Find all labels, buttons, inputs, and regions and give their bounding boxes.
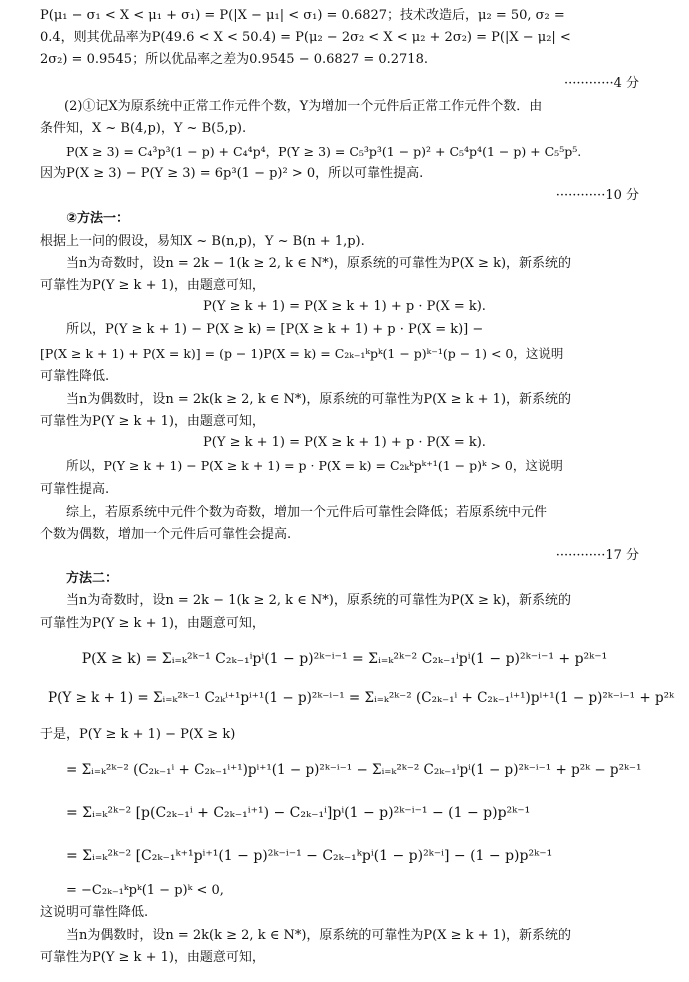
score-marker-4: ············4 分	[564, 76, 639, 91]
method2-title: 方法二：	[66, 571, 119, 586]
part1-line-1: P(μ₁ − σ₁ < X < μ₁ + σ₁) = P(|X − μ₁| < σ₁) = 0.6827；技术改造后，μ₂ = 50, σ₂ =	[40, 8, 565, 23]
method2-equation-1: P(X ≥ k) = Σᵢ₌ₖ²ᵏ⁻¹ C₂ₖ₋₁ⁱpⁱ(1 − p)²ᵏ⁻ⁱ⁻¹ = Σᵢ₌ₖ²ᵏ⁻² C₂ₖ₋₁ⁱpⁱ(1 − p)²ᵏ⁻ⁱ⁻¹ + p²ᵏ⁻¹	[81, 651, 608, 667]
method2-even-b: 可靠性为P(Y ≥ k + 1)，由题意可知，	[40, 950, 265, 965]
method1-summary-a: 综上，若原系统中元件个数为奇数，增加一个元件后可靠性会降低；若原系统中元件	[66, 505, 548, 520]
method1-equation-2: P(Y ≥ k + 1) = P(X ≥ k + 1) + p · P(X = k).	[203, 435, 486, 450]
method1-line-1: 根据上一问的假设，易知X ~ B(n,p)，Y ~ B(n + 1,p).	[40, 234, 365, 249]
method1-even-so-a: 所以，P(Y ≥ k + 1) − P(X ≥ k + 1) = p · P(X = k) = C₂ₖᵏpᵏ⁺¹(1 − p)ᵏ > 0，这说明	[66, 458, 563, 473]
method1-equation-1: P(Y ≥ k + 1) = P(X ≥ k + 1) + p · P(X = k).	[203, 299, 486, 314]
part1-line-3: 2σ₂) = 0.9545；所以优品率之差为0.9545 − 0.6827 = 0.2718.	[40, 52, 428, 67]
method2-equation-2: P(Y ≥ k + 1) = Σᵢ₌ₖ²ᵏ⁻¹ C₂ₖⁱ⁺¹pⁱ⁺¹(1 − p)²ᵏ⁻ⁱ⁻¹ = Σᵢ₌ₖ²ᵏ⁻² (C₂ₖ₋₁ⁱ + C₂ₖ₋₁ⁱ⁺¹)pⁱ⁺¹(1 − p)²ᵏ⁻ⁱ⁻¹ + p²ᵏ	[48, 690, 674, 706]
score-marker-17: ············17 分	[555, 548, 639, 563]
part2-conditions: 条件知，X ~ B(4,p)，Y ~ B(5,p).	[40, 121, 247, 136]
method2-line-2: 可靠性为P(Y ≥ k + 1)，由题意可知，	[40, 616, 265, 631]
method1-even-so-b: 可靠性提高.	[40, 482, 110, 497]
method2-step-1: = Σᵢ₌ₖ²ᵏ⁻² (C₂ₖ₋₁ⁱ + C₂ₖ₋₁ⁱ⁺¹)pⁱ⁺¹(1 − p)²ᵏ⁻ⁱ⁻¹ − Σᵢ₌ₖ²ᵏ⁻² C₂ₖ₋₁ⁱpⁱ(1 − p)²ᵏ⁻ⁱ⁻¹ + p²ᵏ − p²ᵏ⁻¹	[66, 762, 642, 778]
method1-odd-so-c: 可靠性降低.	[40, 369, 110, 384]
method2-line-1: 当n为奇数时，设n = 2k − 1(k ≥ 2, k ∈ N*)，原系统的可靠性为P(X ≥ k)，新系统的	[66, 593, 572, 608]
method2-then: 于是，P(Y ≥ k + 1) − P(X ≥ k)	[40, 727, 236, 742]
method1-summary-b: 个数为偶数，增加一个元件后可靠性会提高.	[40, 527, 292, 542]
method1-odd-so-b: [P(X ≥ k + 1) + P(X = k)] = (p − 1)P(X = k) = C₂ₖ₋₁ᵏpᵏ(1 − p)ᵏ⁻¹(p − 1) < 0，这说明	[40, 346, 564, 361]
method1-even-a: 当n为偶数时，设n = 2k(k ≥ 2, k ∈ N*)，原系统的可靠性为P(X ≥ k + 1)，新系统的	[66, 392, 572, 407]
score-marker-10: ············10 分	[555, 188, 639, 203]
method1-even-b: 可靠性为P(Y ≥ k + 1)，由题意可知，	[40, 414, 265, 429]
method2-conclusion: 这说明可靠性降低.	[40, 905, 149, 920]
method1-odd-so-a: 所以，P(Y ≥ k + 1) − P(X ≥ k) = [P(X ≥ k + 1) + p · P(X = k)] −	[66, 322, 484, 337]
part2-conclusion: 因为P(X ≥ 3) − P(Y ≥ 3) = 6p³(1 − p)² > 0，所以可靠性提高.	[40, 166, 424, 181]
method1-line-2: 当n为奇数时，设n = 2k − 1(k ≥ 2, k ∈ N*)，原系统的可靠性为P(X ≥ k)，新系统的	[66, 256, 572, 271]
method2-step-3: = Σᵢ₌ₖ²ᵏ⁻² [C₂ₖ₋₁ᵏ⁺¹pⁱ⁺¹(1 − p)²ᵏ⁻ⁱ⁻¹ − C₂ₖ₋₁ᵏpⁱ(1 − p)²ᵏ⁻ⁱ] − (1 − p)p²ᵏ⁻¹	[66, 848, 553, 864]
method2-even-a: 当n为偶数时，设n = 2k(k ≥ 2, k ∈ N*)，原系统的可靠性为P(X ≥ k + 1)，新系统的	[66, 928, 572, 943]
method2-step-2: = Σᵢ₌ₖ²ᵏ⁻² [p(C₂ₖ₋₁ⁱ + C₂ₖ₋₁ⁱ⁺¹) − C₂ₖ₋₁ⁱ]pⁱ(1 − p)²ᵏ⁻ⁱ⁻¹ − (1 − p)p²ᵏ⁻¹	[66, 805, 531, 821]
part1-line-2: 0.4，则其优品率为P(49.6 < X < 50.4) = P(μ₂ − 2σ₂ < X < μ₂ + 2σ₂) = P(|X − μ₂| <	[40, 30, 571, 45]
method1-title: ②方法一：	[66, 211, 130, 226]
method1-line-3: 可靠性为P(Y ≥ k + 1)，由题意可知，	[40, 278, 265, 293]
part2-intro: (2)①记X为原系统中正常工作元件个数，Y为增加一个元件后正常工作元件个数．由	[64, 99, 543, 114]
part2-formula: P(X ≥ 3) = C₄³p³(1 − p) + C₄⁴p⁴，P(Y ≥ 3) = C₅³p³(1 − p)² + C₅⁴p⁴(1 − p) + C₅⁵p⁵.	[66, 144, 582, 159]
method2-step-4: = −C₂ₖ₋₁ᵏpᵏ(1 − p)ᵏ < 0,	[66, 883, 224, 898]
